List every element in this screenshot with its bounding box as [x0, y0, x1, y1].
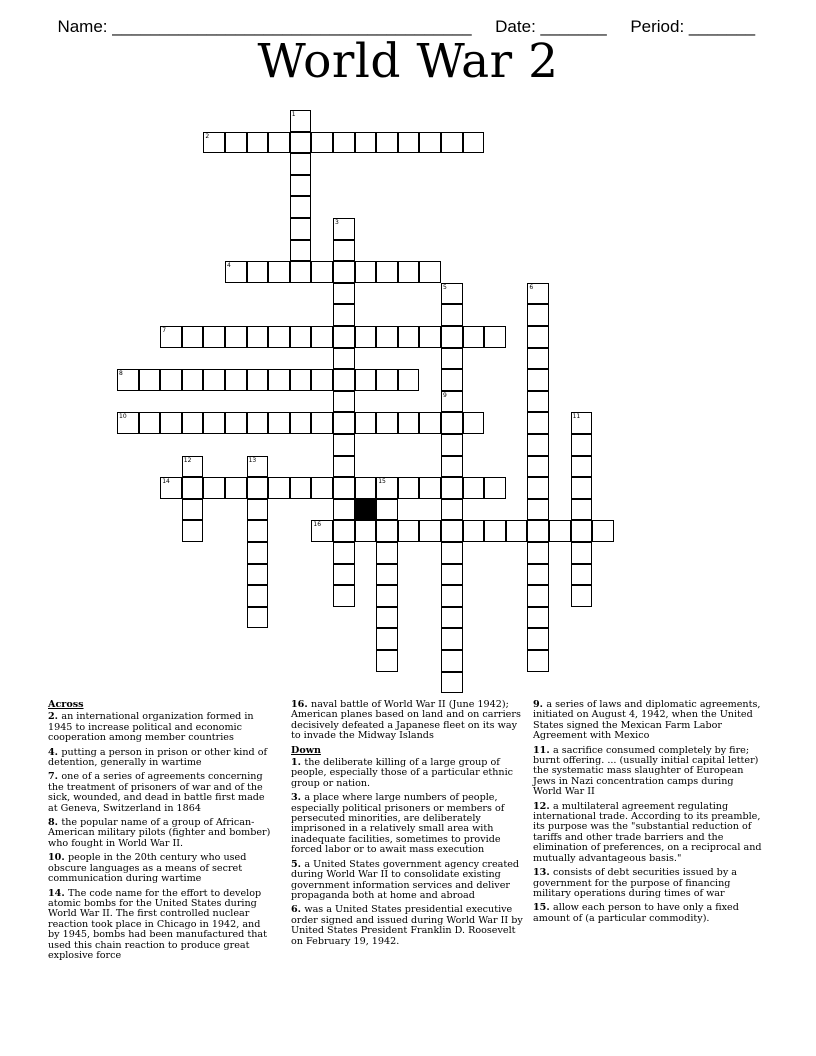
clue-text: a sacrifice consumed completely by fire; burnt offering. ... (usually initial capital letter) the systematic mass slaughter of European Jews in Nazi concentration camps during World War II	[533, 744, 759, 798]
grid-cell[interactable]	[527, 434, 549, 456]
section-heading: Across	[48, 699, 84, 710]
grid-cell[interactable]	[463, 412, 485, 434]
grid-cell[interactable]	[247, 520, 269, 542]
clue-number: 5	[443, 283, 447, 291]
grid-cell[interactable]	[376, 585, 398, 607]
grid-cell[interactable]	[268, 261, 290, 283]
clue-item	[48, 889, 274, 962]
grid-cell[interactable]	[333, 456, 355, 478]
grid-cell[interactable]	[247, 412, 269, 434]
grid-cell[interactable]	[419, 326, 441, 348]
clue-item	[48, 712, 274, 743]
grid-cell[interactable]	[527, 628, 549, 650]
grid-cell[interactable]	[441, 672, 463, 694]
clue-text: the deliberate killing of a large group of people, especially those of a particular ethnic group or nation.	[291, 757, 514, 789]
grid-cell[interactable]	[441, 499, 463, 521]
grid-cell[interactable]	[333, 304, 355, 326]
grid-cell[interactable]	[527, 369, 549, 391]
clue-item	[291, 758, 525, 789]
clue-item	[533, 746, 765, 798]
grid-cell[interactable]	[290, 369, 312, 391]
clue-number: 3.	[291, 792, 305, 804]
grid-cell[interactable]	[333, 261, 355, 283]
grid-cell[interactable]	[441, 607, 463, 629]
grid-cell[interactable]	[549, 520, 571, 542]
grid-cell[interactable]	[333, 434, 355, 456]
grid-cell[interactable]	[333, 520, 355, 542]
grid-cell[interactable]	[225, 477, 247, 499]
grid-cell[interactable]	[527, 564, 549, 586]
grid-cell[interactable]	[182, 477, 204, 499]
grid-cell[interactable]	[247, 585, 269, 607]
grid-cell[interactable]	[527, 348, 549, 370]
grid-cell[interactable]	[571, 542, 593, 564]
grid-cell[interactable]	[247, 607, 269, 629]
clue-number: 12.	[533, 800, 554, 812]
grid-cell[interactable]	[225, 369, 247, 391]
grid-cell[interactable]	[463, 132, 485, 154]
grid-cell[interactable]	[376, 607, 398, 629]
grid-cell[interactable]	[225, 412, 247, 434]
grid-cell[interactable]	[333, 412, 355, 434]
grid-cell[interactable]	[376, 628, 398, 650]
grid-cell[interactable]	[527, 283, 549, 305]
clues-column-3	[533, 700, 765, 928]
grid-cell[interactable]	[290, 412, 312, 434]
grid-cell[interactable]	[571, 434, 593, 456]
grid-cell[interactable]	[247, 564, 269, 586]
grid-cell[interactable]	[441, 564, 463, 586]
clue-number: 9.	[533, 699, 547, 710]
clue-number: 8.	[48, 817, 62, 829]
page-title: World War 2	[257, 34, 559, 89]
grid-cell[interactable]	[247, 477, 269, 499]
grid-cell[interactable]	[290, 196, 312, 218]
grid-cell[interactable]	[527, 477, 549, 499]
grid-cell[interactable]	[290, 132, 312, 154]
grid-cell[interactable]	[160, 477, 182, 499]
grid-cell[interactable]	[182, 326, 204, 348]
grid-cell[interactable]	[355, 326, 377, 348]
grid-cell[interactable]	[311, 412, 333, 434]
grid-cell[interactable]	[398, 261, 420, 283]
grid-cell[interactable]	[376, 261, 398, 283]
grid-cell[interactable]	[203, 369, 225, 391]
grid-cell[interactable]	[355, 477, 377, 499]
clues-column-2	[291, 700, 525, 951]
grid-cell[interactable]	[333, 585, 355, 607]
grid-cell[interactable]	[463, 477, 485, 499]
section-heading: Down	[291, 744, 321, 756]
grid-cell[interactable]	[311, 326, 333, 348]
grid-cell[interactable]	[355, 520, 377, 542]
clue-number: 8	[119, 370, 123, 378]
black-cell	[355, 499, 377, 521]
grid-cell[interactable]	[527, 542, 549, 564]
grid-cell[interactable]	[182, 369, 204, 391]
clue-item	[291, 905, 525, 947]
grid-cell[interactable]	[376, 412, 398, 434]
grid-cell[interactable]	[398, 477, 420, 499]
grid-cell[interactable]	[441, 304, 463, 326]
grid-cell[interactable]	[527, 412, 549, 434]
grid-cell[interactable]	[484, 326, 506, 348]
clue-number: 15.	[533, 902, 554, 914]
grid-cell[interactable]	[311, 369, 333, 391]
grid-cell[interactable]	[311, 520, 333, 542]
clues-column-1	[48, 700, 274, 965]
grid-cell[interactable]	[311, 132, 333, 154]
grid-cell[interactable]	[333, 391, 355, 413]
grid-cell[interactable]	[247, 132, 269, 154]
clue-number: 5.	[291, 858, 305, 870]
grid-cell[interactable]	[117, 412, 139, 434]
clue-text: the popular name of a group of African-American military pilots (fighter and bomber) who fought in World War II.	[48, 817, 271, 849]
grid-cell[interactable]	[247, 369, 269, 391]
grid-cell[interactable]	[376, 564, 398, 586]
clue-item	[48, 818, 274, 849]
grid-cell[interactable]	[419, 132, 441, 154]
grid-cell[interactable]	[571, 520, 593, 542]
grid-cell[interactable]	[268, 477, 290, 499]
grid-cell[interactable]	[333, 477, 355, 499]
grid-cell[interactable]	[419, 412, 441, 434]
grid-cell[interactable]	[571, 499, 593, 521]
clue-text: putting a person in prison or other kind of detention, generally in wartime	[48, 746, 268, 769]
clue-item	[48, 772, 274, 814]
grid-cell[interactable]	[376, 477, 398, 499]
clue-item	[48, 853, 274, 884]
clue-number: 2.	[48, 711, 62, 723]
grid-cell[interactable]	[441, 132, 463, 154]
clue-text: an international organization formed in 1945 to increase political and economic cooperation among member countries	[48, 711, 254, 744]
grid-cell[interactable]	[290, 261, 312, 283]
grid-cell[interactable]	[160, 369, 182, 391]
date-field[interactable]: Date: _______	[495, 17, 607, 36]
clue-number: 15	[378, 478, 386, 486]
clue-text: consists of debt securities issued by a government for the purpose of financing military operations during times of war	[533, 867, 738, 899]
grid-cell[interactable]	[592, 520, 614, 542]
grid-cell[interactable]	[333, 132, 355, 154]
clue-item	[533, 802, 765, 864]
grid-cell[interactable]	[398, 326, 420, 348]
clue-item	[291, 700, 525, 742]
clue-number: 11	[572, 413, 581, 421]
grid-cell[interactable]	[571, 456, 593, 478]
grid-cell[interactable]	[484, 520, 506, 542]
clue-number: 7	[162, 327, 167, 334]
grid-cell[interactable]	[268, 132, 290, 154]
grid-cell[interactable]	[571, 412, 593, 434]
grid-cell[interactable]	[247, 542, 269, 564]
grid-cell[interactable]	[527, 520, 549, 542]
clue-number: 16.	[291, 699, 312, 710]
grid-cell[interactable]	[290, 240, 312, 262]
grid-cell[interactable]	[247, 261, 269, 283]
grid-cell[interactable]	[311, 477, 333, 499]
clue-text: The code name for the effort to develop atomic bombs for the United States during World War II. The first controlled nuclear reaction took place in Chicago in 1942, and by 1945, bombs had been manufactured that used this chain reaction to produce great explosive force	[48, 887, 267, 961]
grid-cell[interactable]	[376, 369, 398, 391]
grid-cell[interactable]	[333, 564, 355, 586]
grid-cell[interactable]	[355, 132, 377, 154]
clue-number: 9	[443, 391, 447, 399]
clue-number: 3	[335, 219, 339, 226]
grid-cell[interactable]	[355, 369, 377, 391]
grid-cell[interactable]	[441, 628, 463, 650]
grid-cell[interactable]	[463, 326, 485, 348]
clue-item	[48, 748, 274, 769]
clue-number: 4	[227, 262, 231, 270]
grid-cell[interactable]	[376, 132, 398, 154]
grid-cell[interactable]	[333, 348, 355, 370]
name-field[interactable]: Name: ______________________________________	[57, 17, 472, 36]
grid-cell[interactable]	[398, 132, 420, 154]
clue-item	[533, 700, 765, 742]
grid-cell[interactable]	[506, 520, 528, 542]
grid-cell[interactable]	[398, 369, 420, 391]
grid-cell[interactable]	[225, 261, 247, 283]
grid-cell[interactable]	[333, 240, 355, 262]
grid-cell[interactable]	[441, 348, 463, 370]
clue-item	[533, 868, 765, 899]
grid-cell[interactable]	[527, 650, 549, 672]
grid-cell[interactable]	[527, 585, 549, 607]
grid-cell[interactable]	[182, 520, 204, 542]
clue-text: was a United States presidential executive order signed and issued during World War II by United States President Franklin D. Roosevelt on February 19, 1942.	[291, 904, 523, 947]
grid-cell[interactable]	[268, 412, 290, 434]
clue-text: a United States government agency created during World War II to consolidate existing government information services and deliver propaganda both at home and abroad	[291, 858, 520, 901]
clue-text: people in the 20th century who used obscure languages as a means of secret communication during wartime	[48, 852, 247, 885]
grid-cell[interactable]	[441, 520, 463, 542]
grid-cell[interactable]	[441, 650, 463, 672]
grid-cell[interactable]	[441, 456, 463, 478]
clue-number: 6	[529, 283, 534, 291]
grid-cell[interactable]	[527, 326, 549, 348]
grid-cell[interactable]	[441, 326, 463, 348]
clue-item	[291, 793, 525, 855]
grid-cell[interactable]	[441, 391, 463, 413]
grid-cell[interactable]	[527, 607, 549, 629]
clue-number: 11.	[533, 744, 554, 756]
clue-text: one of a series of agreements concerning the treatment of prisoners of war and of the sick, wounded, and dead in battle first made at Geneva, Switzerland in 1864	[48, 771, 265, 814]
grid-cell[interactable]	[333, 283, 355, 305]
clue-number: 4.	[48, 746, 62, 758]
grid-cell[interactable]	[290, 175, 312, 197]
grid-cell[interactable]	[203, 132, 225, 154]
clue-text: naval battle of World War II (June 1942); American planes based on land and on carriers decisively defeated a Japanese fleet on its way to invade the Midway Islands	[291, 699, 521, 742]
grid-cell[interactable]	[290, 110, 312, 132]
grid-cell[interactable]	[247, 456, 269, 478]
grid-cell[interactable]	[376, 520, 398, 542]
grid-cell[interactable]	[247, 499, 269, 521]
grid-cell[interactable]	[290, 326, 312, 348]
clue-number: 2	[205, 132, 210, 140]
grid-cell[interactable]	[290, 153, 312, 175]
grid-cell[interactable]	[311, 261, 333, 283]
clue-number: 1.	[291, 757, 305, 769]
grid-cell[interactable]	[419, 477, 441, 499]
grid-cell[interactable]	[333, 369, 355, 391]
grid-cell[interactable]	[419, 520, 441, 542]
grid-cell[interactable]	[203, 412, 225, 434]
grid-cell[interactable]	[441, 585, 463, 607]
clue-number: 14	[162, 478, 170, 486]
grid-cell[interactable]	[160, 412, 182, 434]
grid-cell[interactable]	[139, 369, 161, 391]
grid-cell[interactable]	[117, 369, 139, 391]
grid-cell[interactable]	[441, 369, 463, 391]
clue-number: 7.	[48, 771, 62, 783]
grid-cell[interactable]	[484, 477, 506, 499]
grid-cell[interactable]	[333, 218, 355, 240]
grid-cell[interactable]	[527, 456, 549, 478]
grid-cell[interactable]	[182, 456, 204, 478]
clue-number: 16	[313, 521, 322, 529]
grid-cell[interactable]	[333, 542, 355, 564]
grid-cell[interactable]	[441, 477, 463, 499]
period-field[interactable]: Period: _______	[630, 17, 756, 36]
clue-number: 10.	[48, 852, 69, 864]
grid-cell[interactable]	[398, 520, 420, 542]
grid-cell[interactable]	[247, 326, 269, 348]
grid-cell[interactable]	[290, 477, 312, 499]
grid-cell[interactable]	[441, 434, 463, 456]
grid-cell[interactable]	[376, 542, 398, 564]
grid-cell[interactable]	[355, 261, 377, 283]
grid-cell[interactable]	[203, 477, 225, 499]
grid-cell[interactable]	[333, 326, 355, 348]
grid-cell[interactable]	[441, 542, 463, 564]
grid-cell[interactable]	[333, 499, 355, 521]
clue-number: 6.	[291, 904, 305, 916]
grid-cell[interactable]	[182, 499, 204, 521]
clue-item	[291, 860, 525, 902]
grid-cell[interactable]	[441, 412, 463, 434]
grid-cell[interactable]	[160, 326, 182, 348]
grid-cell[interactable]	[182, 412, 204, 434]
grid-cell[interactable]	[268, 326, 290, 348]
grid-cell[interactable]	[203, 326, 225, 348]
grid-cell[interactable]	[376, 650, 398, 672]
grid-cell[interactable]	[376, 499, 398, 521]
grid-cell[interactable]	[139, 412, 161, 434]
grid-cell[interactable]	[268, 369, 290, 391]
clue-number: 1	[291, 111, 296, 118]
grid-cell[interactable]	[571, 564, 593, 586]
clue-text: a series of laws and diplomatic agreements, initiated on August 4, 1942, when the United States signed the Mexican Farm Labor Agreement with Mexico	[533, 699, 761, 742]
clue-text: a place where large numbers of people, especially political prisoners or members of persecuted minorities, are deliberately imprisoned in a relatively small area with inadequate facilities, sometimes to provide forced labor or to await mass execution	[291, 792, 505, 856]
grid-cell[interactable]	[376, 326, 398, 348]
grid-cell[interactable]	[290, 218, 312, 240]
clue-number: 13.	[533, 867, 554, 879]
grid-cell[interactable]	[225, 132, 247, 154]
grid-cell[interactable]	[463, 520, 485, 542]
clue-number: 12	[183, 456, 192, 464]
clue-number: 10	[119, 413, 127, 421]
grid-cell[interactable]	[355, 412, 377, 434]
grid-cell[interactable]	[419, 261, 441, 283]
grid-cell[interactable]	[527, 499, 549, 521]
grid-cell[interactable]	[527, 304, 549, 326]
grid-cell[interactable]	[571, 477, 593, 499]
clue-text: allow each person to have only a fixed amount of (a particular commodity).	[533, 902, 739, 924]
grid-cell[interactable]	[527, 391, 549, 413]
clue-number: 14.	[48, 887, 69, 899]
grid-cell[interactable]	[441, 283, 463, 305]
clue-text: a multilateral agreement regulating international trade. According to its preamble, its purpose was the "substantial reduction of tariffs and other trade barriers and the elimination of preferences, on a reciprocal and mutually advantageous basis."	[533, 800, 762, 864]
clue-item	[533, 903, 765, 924]
grid-cell[interactable]	[225, 326, 247, 348]
grid-cell[interactable]	[571, 585, 593, 607]
grid-cell[interactable]	[398, 412, 420, 434]
clue-number: 13	[248, 456, 257, 464]
